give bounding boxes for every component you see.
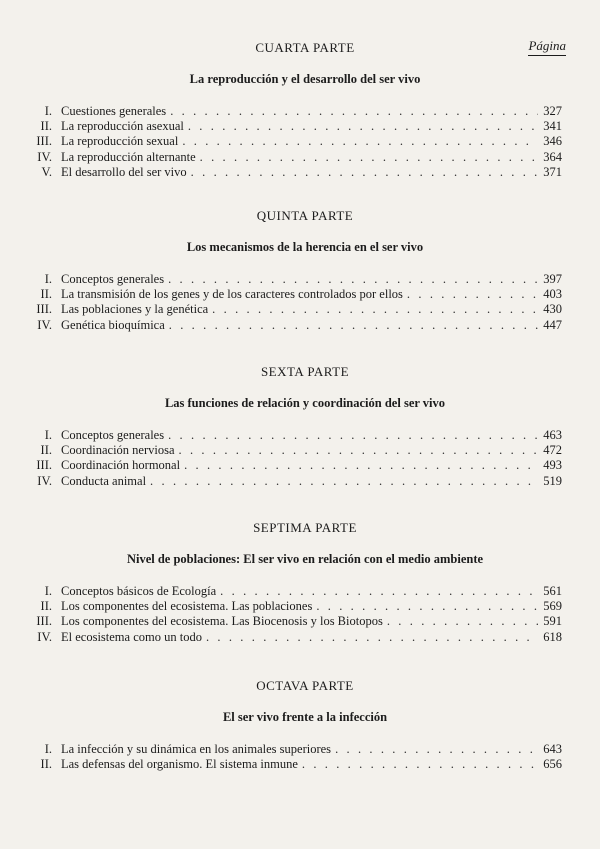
toc-entry [0,742,600,757]
entry-numeral: V. [41,164,52,179]
entry-title: Los componentes del ecosistema. Las poblaciones [61,599,313,614]
part-subtitle: Las funciones de relación y coordinación del ser vivo [164,396,446,410]
part-title: SEPTIMA PARTE [253,520,357,535]
entry-title: La reproducción alternante [61,149,196,164]
entry-page: 591 [543,614,562,629]
entry-page: 569 [543,599,562,614]
entry-title: Conceptos básicos de Ecología [61,584,217,598]
dot-leader [302,757,538,772]
entry-numeral: II. [40,287,52,302]
entry-page: 430 [543,302,562,317]
entry-page: 561 [543,584,562,598]
entry-numeral: III. [36,614,52,629]
entry-numeral: I. [44,584,52,598]
dot-leader [316,599,538,614]
toc-list [0,272,600,333]
entry-page: 472 [543,443,562,458]
entry-page: 397 [543,272,562,286]
entry-page: 327 [543,104,562,118]
toc-list [0,742,600,772]
part-subtitle: La reproducción y el desarrollo del ser vivo [189,72,421,86]
entry-title: Conducta animal [61,473,147,488]
dot-leader [184,458,538,473]
toc-entry [0,458,600,473]
entry-title: Conceptos generales [61,272,165,286]
entry-page: 463 [543,428,562,442]
entry-title: La transmisión de los genes y de los caracteres controlados por ellos [61,287,403,302]
entry-page: 447 [543,317,562,332]
entry-numeral: III. [36,302,52,317]
section-octava-parte [0,678,600,772]
entry-numeral: IV. [37,317,52,332]
toc-entry [0,584,600,599]
entry-title: El ecosistema como un todo [61,629,202,644]
dot-leader [387,614,538,629]
entry-page: 364 [543,149,562,164]
toc-list [0,584,600,645]
part-title: OCTAVA PARTE [256,678,354,693]
entry-title: La reproducción sexual [61,134,179,149]
toc-entry [0,757,600,772]
entry-page: 371 [543,164,562,179]
entry-title: El desarrollo del ser vivo [61,164,187,179]
part-subtitle: Nivel de poblaciones: El ser vivo en relación con el medio ambiente [126,552,484,566]
entry-title: Coordinación hormonal [61,458,181,473]
toc-list [0,104,600,180]
dot-leader [150,474,538,489]
toc-entry [0,165,600,180]
dot-leader [407,287,538,302]
dot-leader [168,272,538,287]
entry-title: Cuestiones generales [61,104,167,118]
entry-page: 618 [543,629,562,644]
dot-leader [220,584,538,599]
entry-title: Las defensas del organismo. El sistema inmune [61,757,298,772]
toc-entry [0,134,600,149]
section-quinta-parte [0,208,600,333]
entry-numeral: III. [36,134,52,149]
toc-entry [0,599,600,614]
entry-numeral: IV. [37,629,52,644]
dot-leader [170,104,538,119]
toc-entry [0,443,600,458]
toc-list [0,428,600,489]
entry-title: Los componentes del ecosistema. Las Biocenosis y los Biotopos [61,614,383,629]
dot-leader [168,428,538,443]
entry-page: 656 [543,757,562,772]
dot-leader [179,443,538,458]
entry-numeral: IV. [37,149,52,164]
dot-leader [169,318,538,333]
part-subtitle: El ser vivo frente a la infección [222,710,388,724]
section-cuarta-parte [0,40,600,180]
part-subtitle: Los mecanismos de la herencia en el ser vivo [186,240,424,254]
dot-leader [335,742,538,757]
entry-numeral: IV. [37,473,52,488]
toc-entry [0,287,600,302]
toc-entry [0,104,600,119]
entry-numeral: III. [36,458,52,473]
entry-page: 341 [543,119,562,134]
part-title: SEXTA PARTE [260,364,350,379]
entry-page: 346 [543,134,562,149]
entry-numeral: II. [40,599,52,614]
toc-entry [0,119,600,134]
entry-page: 519 [543,473,562,488]
entry-title: Coordinación nerviosa [61,443,175,458]
section-sexta-parte [0,364,600,489]
dot-leader [188,119,538,134]
part-title: QUINTA PARTE [256,208,354,223]
entry-numeral: II. [40,119,52,134]
toc-entry [0,474,600,489]
entry-title: Conceptos generales [61,428,165,442]
dot-leader [200,150,538,165]
entry-title: Genética bioquímica [61,317,165,332]
entry-numeral: I. [44,272,52,286]
toc-entry [0,630,600,645]
toc-entry [0,150,600,165]
entry-title: Las poblaciones y la genética [61,302,209,317]
toc-entry [0,272,600,287]
toc-entry [0,302,600,317]
entry-numeral: II. [40,443,52,458]
entry-page: 493 [543,458,562,473]
toc-entry [0,318,600,333]
entry-numeral: I. [44,742,52,756]
part-title: CUARTA PARTE [255,40,355,55]
dot-leader [191,165,538,180]
entry-title: La reproducción asexual [61,119,184,134]
entry-page: 403 [543,287,562,302]
entry-numeral: II. [40,757,52,772]
entry-numeral: I. [44,104,52,118]
toc-entry [0,428,600,443]
dot-leader [182,134,538,149]
dot-leader [206,630,538,645]
toc-entry [0,614,600,629]
page-label: Página [528,38,566,56]
dot-leader [212,302,538,317]
entry-page: 643 [543,742,562,756]
entry-numeral: I. [44,428,52,442]
entry-title: La infección y su dinámica en los animales superiores [61,742,332,756]
section-septima-parte [0,520,600,645]
